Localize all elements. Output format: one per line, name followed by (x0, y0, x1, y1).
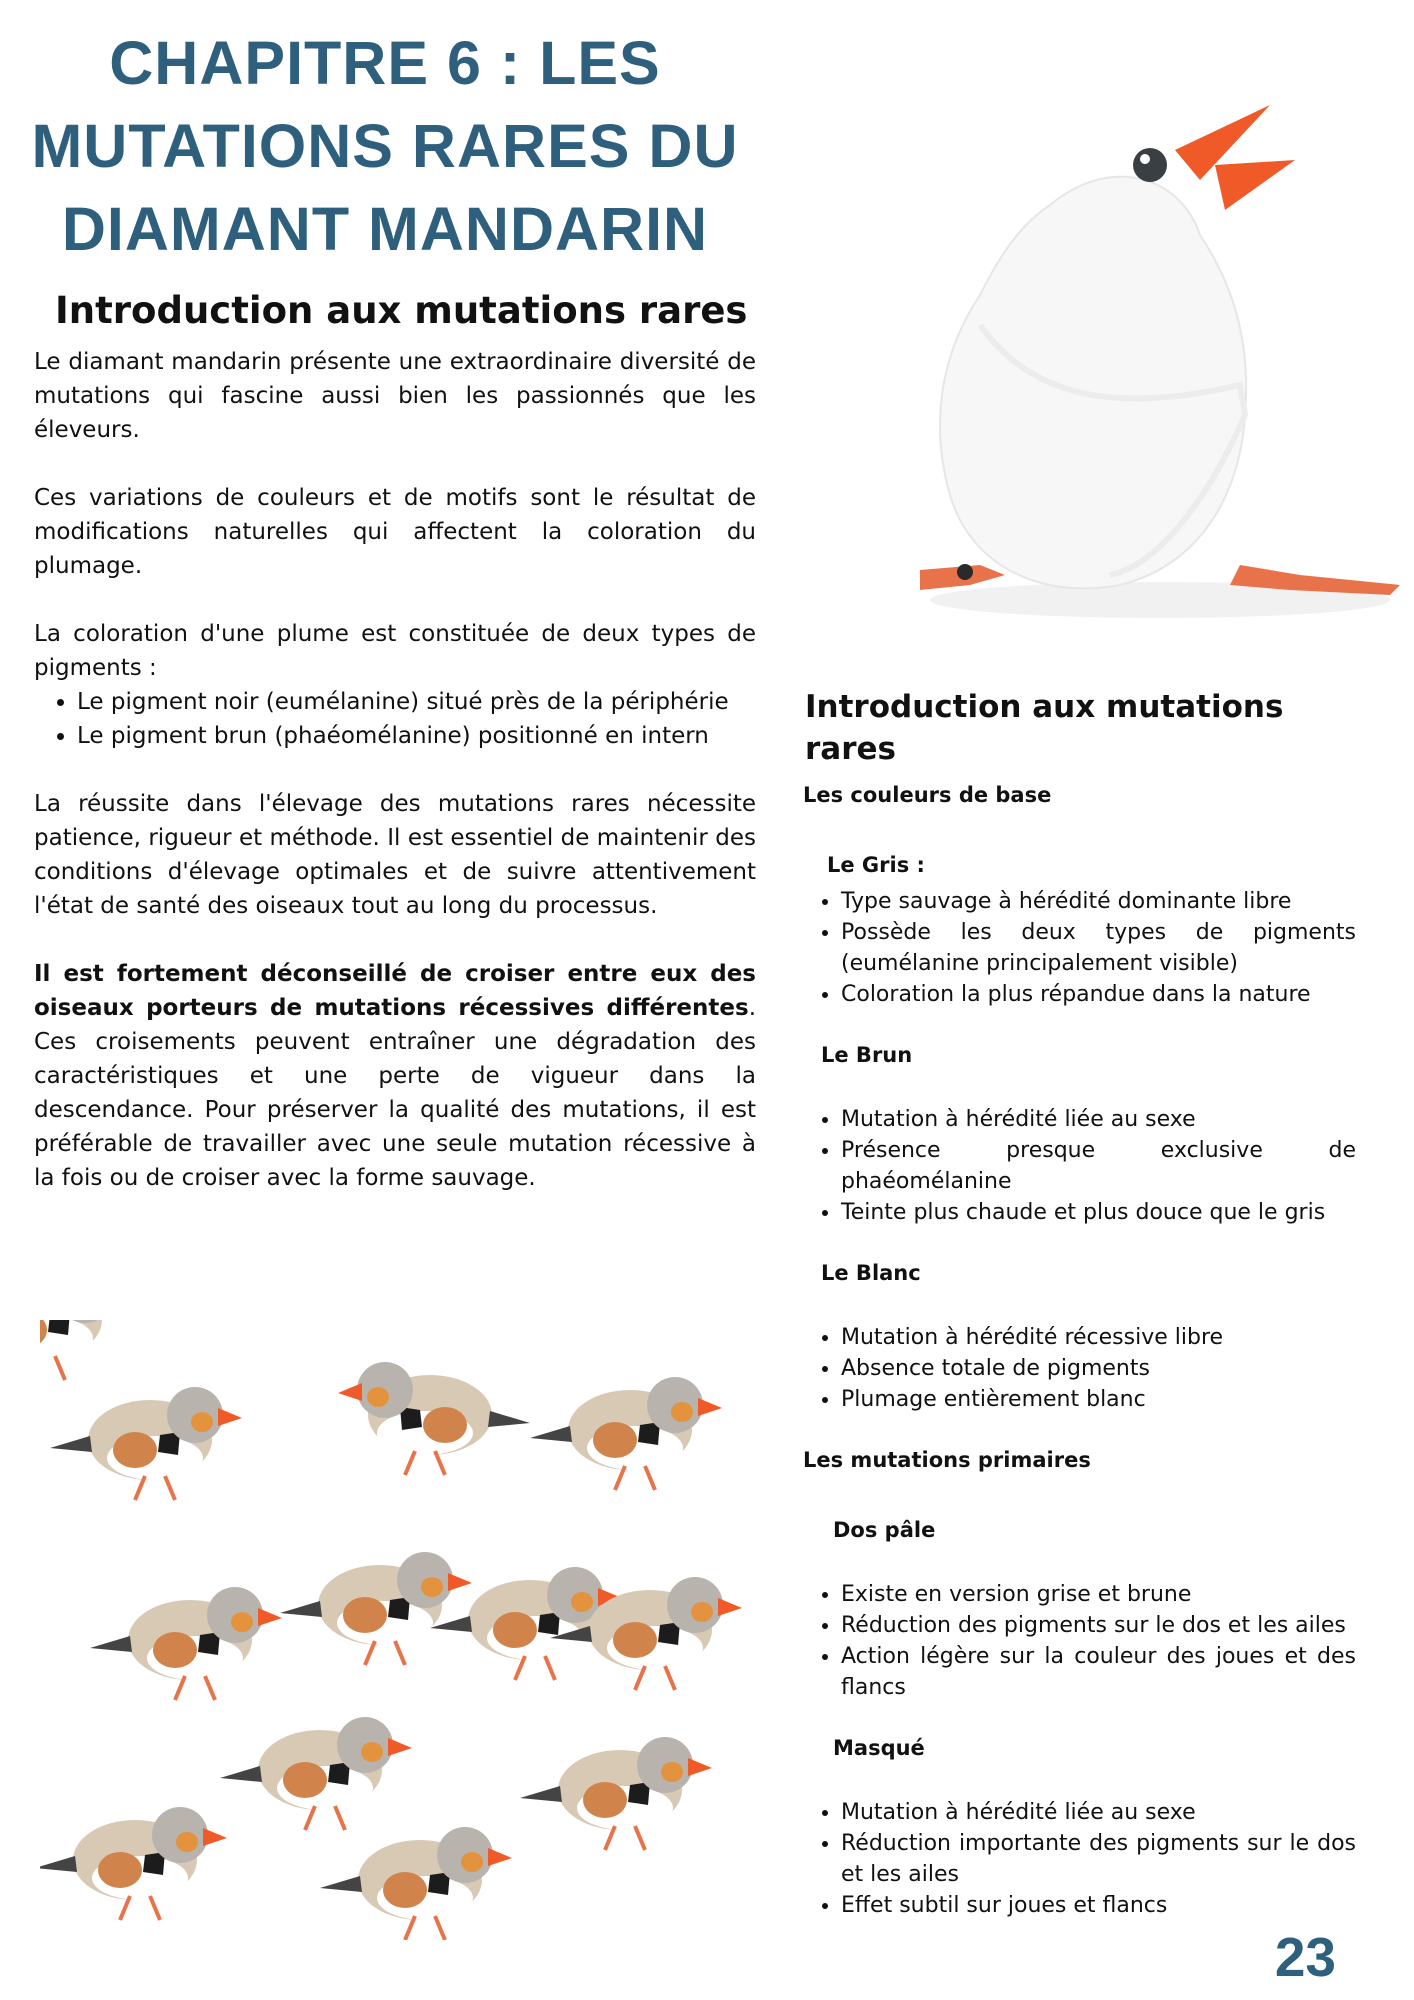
warning-bold: Il est fortement déconseillé de croiser entre eux des oiseaux porteurs de mutations récessives différentes (34, 961, 756, 1021)
blanc-item: • Absence totale de pigments (841, 1353, 1356, 1384)
dos-pale-item: • Existe en version grise et brune (841, 1579, 1356, 1610)
gris-item: • Possède les deux types de pigments (eumélanine principalement visible) (841, 917, 1356, 979)
base-colors-title: Les couleurs de base (803, 783, 1052, 807)
pigment-item-brown: • Le pigment brun (phaéomélanine) positionné en intern (77, 719, 756, 753)
right-column (803, 686, 1356, 1921)
dos-pale-list (803, 1579, 1356, 1703)
intro-paragraph-4: La réussite dans l'élevage des mutations rares nécessite patience, rigueur et méthode. Il est essentiel de maintenir des conditions d'élevage optimales et de suivre attentivement l'état de santé des oiseaux tout au long du processus. (34, 791, 756, 919)
brun-item: • Mutation à hérédité liée au sexe (841, 1104, 1356, 1135)
gris-list (803, 886, 1356, 1010)
blanc-title: Le Blanc (821, 1261, 921, 1285)
brun-list (803, 1104, 1356, 1228)
gris-item: • Type sauvage à hérédité dominante libre (841, 886, 1356, 917)
brun-item: • Présence presque exclusive de phaéomélanine (841, 1135, 1356, 1197)
blanc-item: • Plumage entièrement blanc (841, 1384, 1356, 1415)
intro-paragraph-1: Le diamant mandarin présente une extraordinaire diversité de mutations qui fascine aussi bien les passionnés que les éleveurs. (34, 349, 756, 443)
gris-title: Le Gris : (827, 853, 925, 877)
blanc-item: • Mutation à hérédité récessive libre (841, 1322, 1356, 1353)
pigment-list (34, 685, 756, 753)
left-column (34, 285, 756, 1229)
intro-heading: Introduction aux mutations rares (55, 289, 748, 332)
masque-item: • Réduction importante des pigments sur le dos et les ailes (841, 1828, 1356, 1890)
dos-pale-item: • Réduction des pigments sur le dos et les ailes (841, 1610, 1356, 1641)
pigment-item-black: • Le pigment noir (eumélanine) situé près de la périphérie (77, 685, 756, 719)
page-number: 23 (1274, 1926, 1336, 1988)
primary-mutations-title: Les mutations primaires (803, 1448, 1091, 1472)
brun-title: Le Brun (821, 1043, 913, 1067)
warning-rest: . Ces croisements peuvent entraîner une dégradation des caractéristiques et une perte de vigueur dans la descendance. Pour préserver la qualité des mutations, il est préférable de travailler avec une seule mutation récessive à la fois ou de croiser avec la forme sauvage. (34, 995, 756, 1191)
masque-title: Masqué (833, 1736, 925, 1760)
dos-pale-title: Dos pâle (833, 1518, 936, 1542)
intro-paragraph-3: La coloration d'une plume est constituée de deux types de pigments : (34, 621, 756, 681)
blanc-list (803, 1322, 1356, 1415)
brun-item: • Teinte plus chaude et plus douce que le gris (841, 1197, 1356, 1228)
chapter-title: CHAPITRE 6 : LES MUTATIONS RARES DU DIAMANT MANDARIN (31, 29, 739, 263)
finches-group-photo (40, 1320, 760, 1940)
intro-paragraph-2: Ces variations de couleurs et de motifs sont le résultat de modifications naturelles qui affectent la coloration du plumage. (34, 485, 756, 579)
gris-item: • Coloration la plus répandue dans la nature (841, 979, 1356, 1010)
masque-item: • Effet subtil sur joues et flancs (841, 1890, 1356, 1921)
masque-list (803, 1797, 1356, 1921)
masque-item: • Mutation à hérédité liée au sexe (841, 1797, 1356, 1828)
dos-pale-item: • Action légère sur la couleur des joues et des flancs (841, 1641, 1356, 1703)
warning-paragraph (34, 957, 756, 1195)
mutations-heading: Introduction aux mutations rares (805, 689, 1284, 767)
white-finch-photo (910, 95, 1410, 625)
